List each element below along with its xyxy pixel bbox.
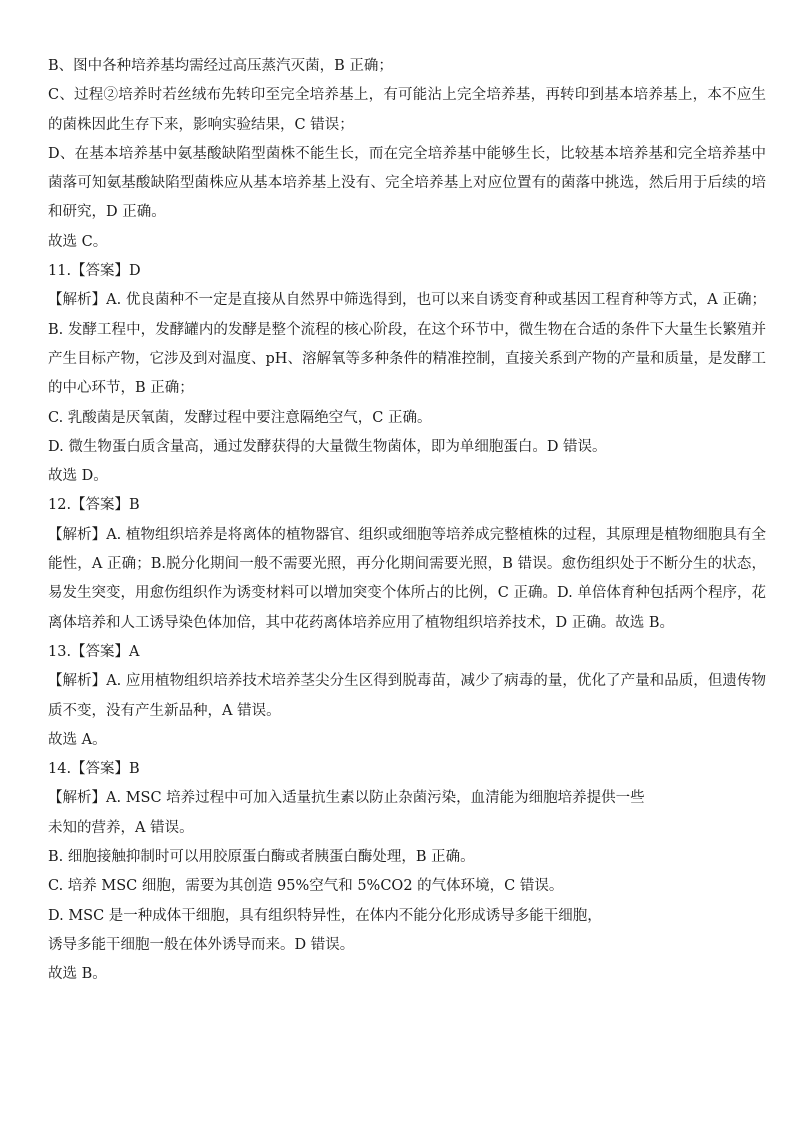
text-line: D. 微生物蛋白质含量高，通过发酵获得的大量微生物菌体，即为单细胞蛋白。D 错误。 xyxy=(48,438,607,455)
text-line: 【解析】A. 植物组织培养是将离体的植物器官、组织或细胞等培养成完整植株的过程，其原理是植物细胞具有全 xyxy=(48,526,766,543)
text-line: 【解析】A. 优良菌种不一定是直接从自然界中筛选得到，也可以来自诱变育种或基因工程育种等方式，A 正确； xyxy=(48,292,766,309)
conclusion-line: 故选 A。 xyxy=(48,731,107,748)
conclusion-line: 故选 C。 xyxy=(48,233,108,250)
conclusion-line: 故选 D。 xyxy=(48,468,108,485)
text-line: 离体培养和人工诱导染色体加倍，其中花药离体培养应用了植物组织培养技术，D 正确。故选 B。 xyxy=(48,614,674,631)
text-line: D、在基本培养基中氨基酸缺陷型菌株不能生长，而在完全培养基中能够生长，比较基本培养基和完全培养基中 xyxy=(48,145,766,162)
text-line: 易发生突变，用愈伤组织作为诱变材料可以增加突变个体所占的比例，C 正确。D. 单倍体育种包括两个程序，花 xyxy=(48,585,766,602)
text-line: 菌落可知氨基酸缺陷型菌株应从基本培养基上没有、完全培养基上对应位置有的菌落中挑选，然后用于后续的培 xyxy=(48,175,766,192)
text-line: 质不变，没有产生新品种，A 错误。 xyxy=(48,702,281,719)
text-line: 【解析】A. 应用植物组织培养技术培养茎尖分生区得到脱毒苗，减少了病毒的量，优化了产量和品质，但遗传物 xyxy=(48,673,766,690)
text-line: B、图中各种培养基均需经过高压蒸汽灭菌，B 正确； xyxy=(48,58,393,74)
text-line: 的菌株因此生存下来，影响实验结果，C 错误； xyxy=(48,116,354,133)
text-line: B. 细胞接触抑制时可以用胶原蛋白酶或者胰蛋白酶处理，B 正确。 xyxy=(48,849,475,866)
conclusion-line: 故选 B。 xyxy=(48,966,107,983)
answer-explanation-page xyxy=(48,52,766,990)
text-line: 的中心环节，B 正确； xyxy=(48,380,194,397)
text-line: C. 乳酸菌是厌氧菌，发酵过程中要注意隔绝空气，C 正确。 xyxy=(48,409,432,426)
text-line: 能性，A 正确；B.脱分化期间一般不需要光照，再分化期间需要光照，B 错误。愈伤组织处于不断分生的状态， xyxy=(48,556,766,573)
answer-heading: 14.【答案】B xyxy=(48,761,140,778)
text-line: 产生目标产物，它涉及到对温度、pH、溶解氧等多种条件的精准控制，直接关系到产物的产量和质量，是发酵工 xyxy=(48,350,766,367)
text-line: B. 发酵工程中，发酵罐内的发酵是整个流程的核心阶段，在这个环节中，微生物在合适的条件下大量生长繁殖并 xyxy=(48,321,766,338)
answer-heading: 13.【答案】A xyxy=(48,643,140,660)
text-line: C、过程②培养时若丝绒布先转印至完全培养基上，有可能沾上完全培养基，再转印到基本培养基上，本不应生 xyxy=(48,87,766,104)
text-line: C. 培养 MSC 细胞，需要为其创造 95%空气和 5%CO2 的气体环境，C 错误。 xyxy=(48,878,564,895)
text-line: 和研究，D 正确。 xyxy=(48,204,166,221)
text-line: 未知的营养，A 错误。 xyxy=(48,819,194,836)
answer-heading: 12.【答案】B xyxy=(48,497,140,514)
answer-heading: 11.【答案】D xyxy=(48,263,141,280)
text-line: D. MSC 是一种成体干细胞，具有组织特异性，在体内不能分化形成诱导多能干细胞， xyxy=(48,907,602,924)
text-line: 诱导多能干细胞一般在体外诱导而来。D 错误。 xyxy=(48,936,355,953)
text-line: 【解析】A. MSC 培养过程中可加入适量抗生素以防止杂菌污染，血清能为细胞培养提供一些 xyxy=(48,790,645,807)
